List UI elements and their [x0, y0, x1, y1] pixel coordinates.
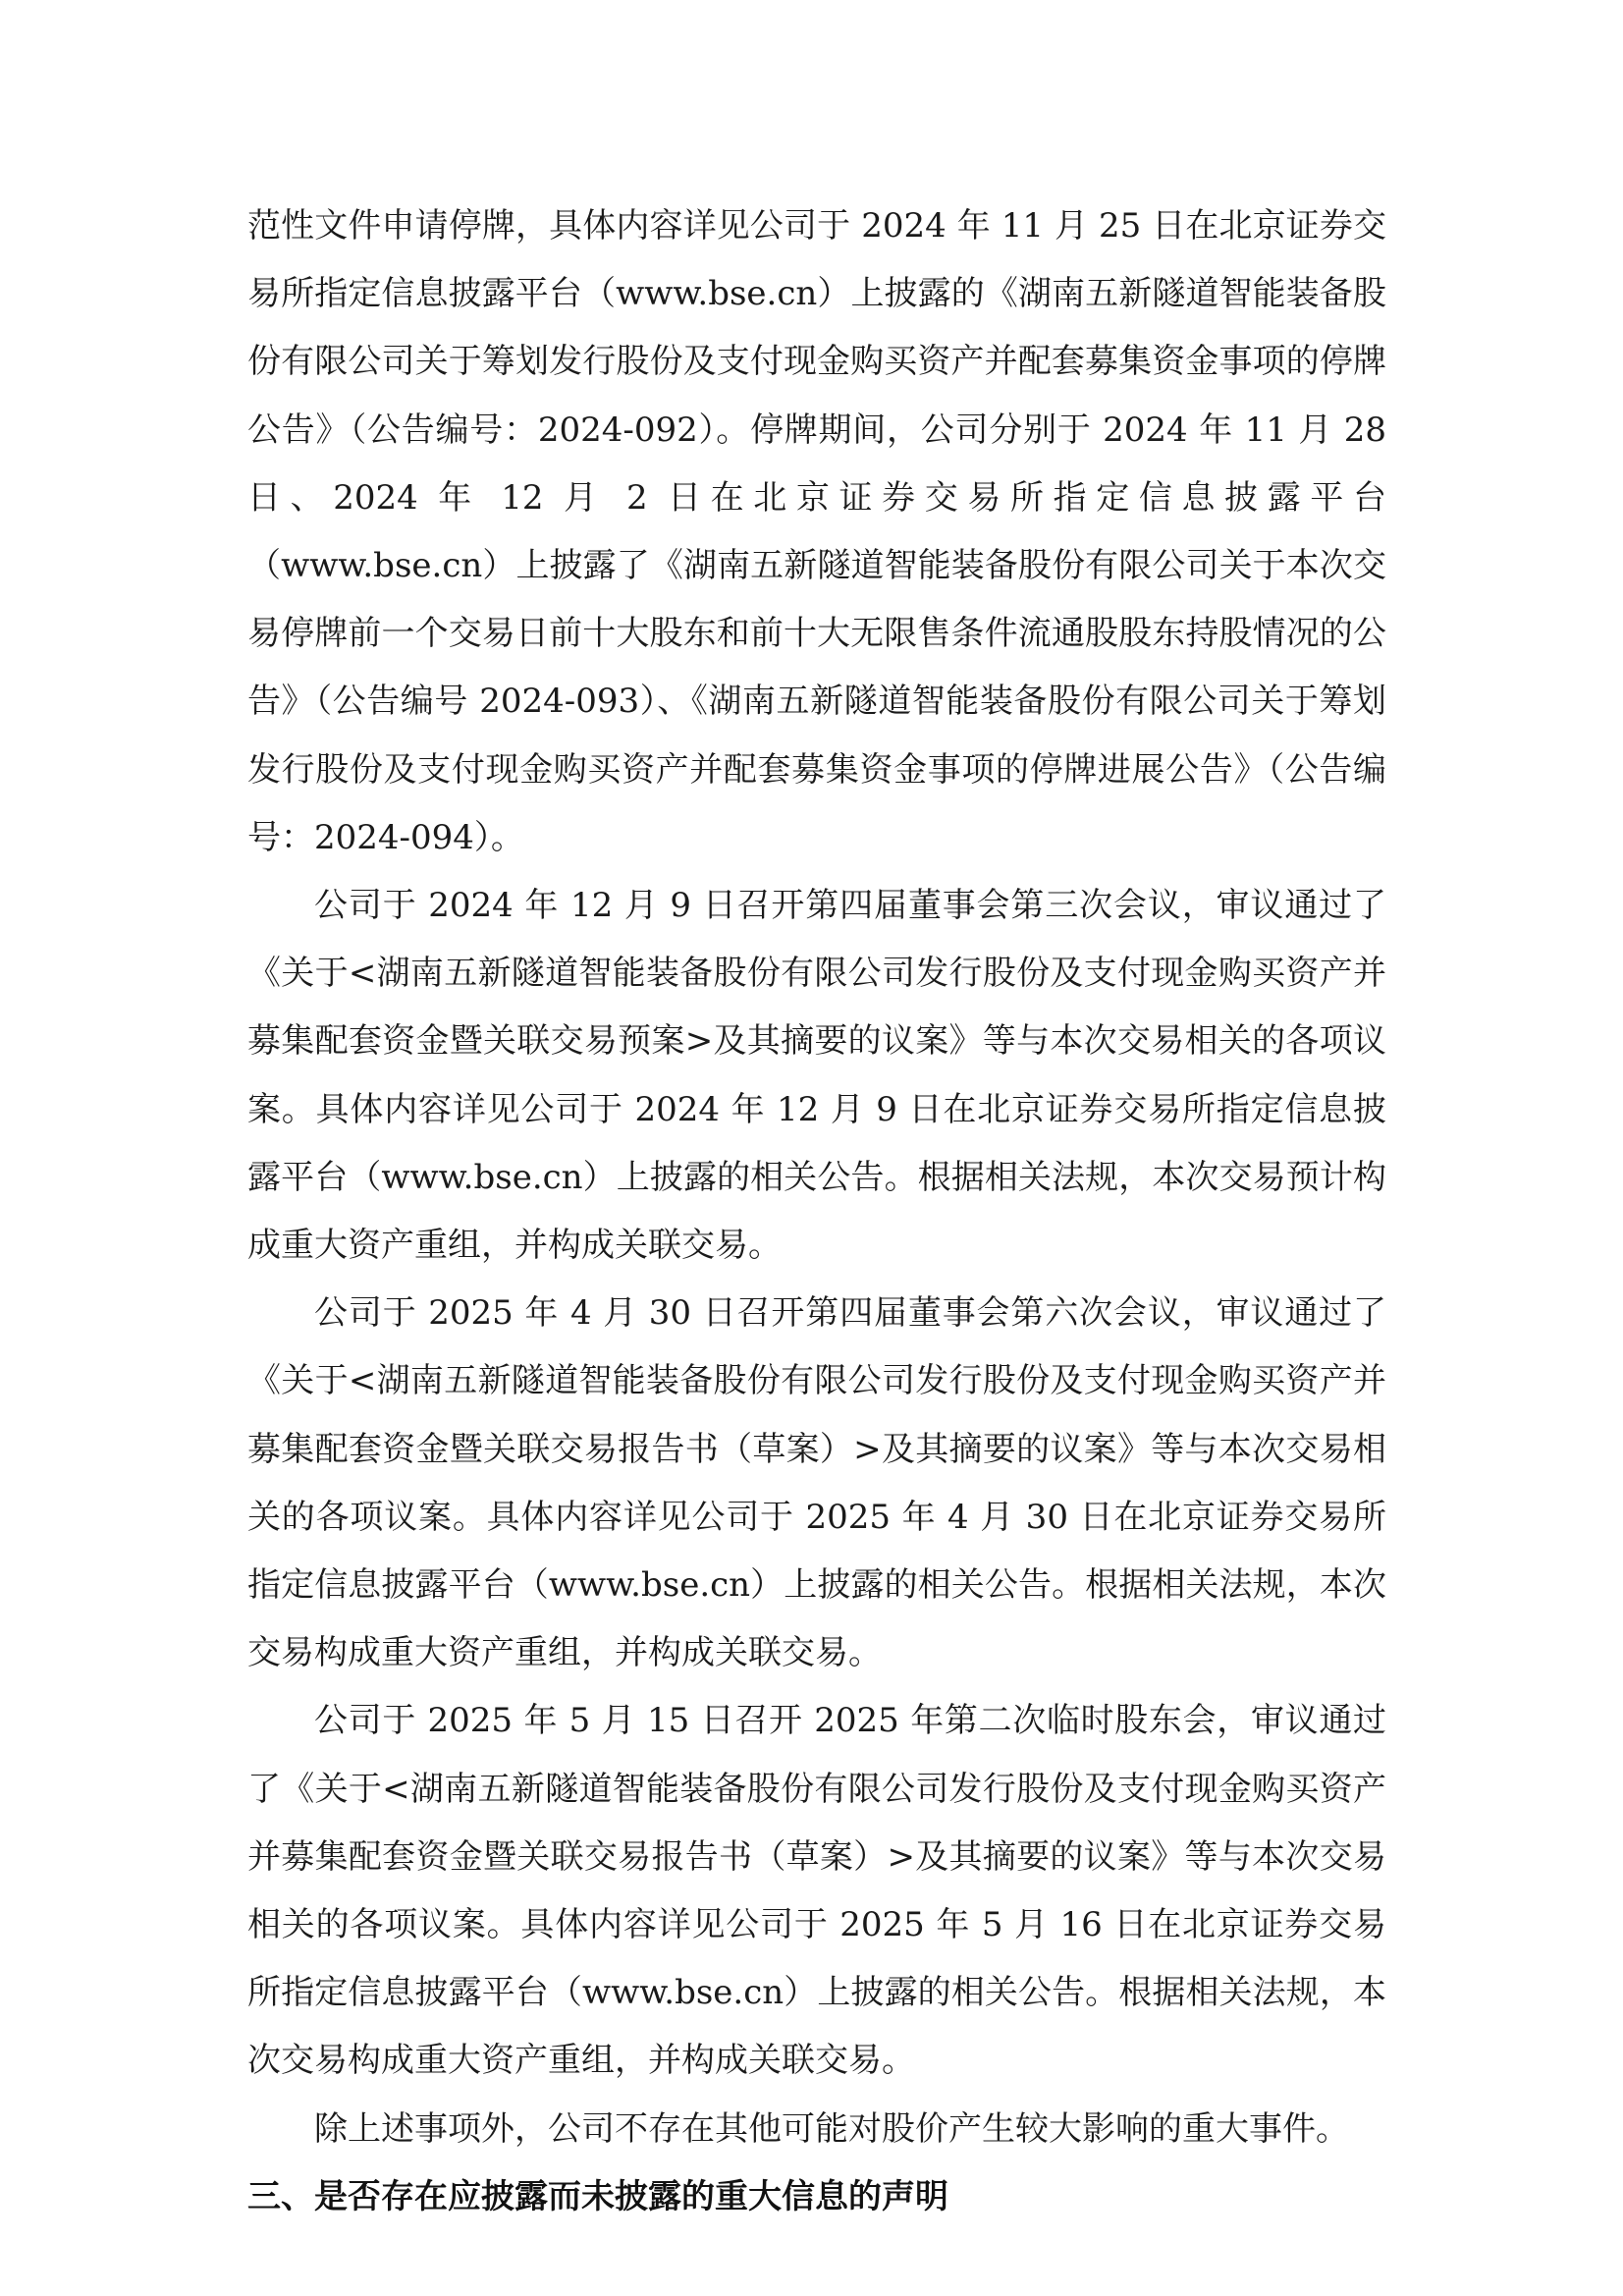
document-body — [247, 192, 1386, 2231]
paragraph-board-meeting-2025-04-30: 公司于 2025 年 4 月 30 日召开第四届董事会第六次会议，审议通过了《关于<湖南五新隧道智能装备股份有限公司发行股份及支付现金购买资产并募集配套资金暨关联交易报告书（草案）>及其摘要的议案》等与本次交易相关的各项议案。具体内容详见公司于 2025 年 4 月 30 日在北京证券交易所指定信息披露平台（www.bse.cn）上披露的相关公告。根据相关法规，本次交易构成重大资产重组，并构成关联交易。 — [247, 1293, 1386, 1673]
paragraph-shareholder-meeting-2025-05-15: 公司于 2025 年 5 月 15 日召开 2025 年第二次临时股东会，审议通过了《关于<湖南五新隧道智能装备股份有限公司发行股份及支付现金购买资产并募集配套资金暨关联交易报告书（草案）>及其摘要的议案》等与本次交易相关的各项议案。具体内容详见公司于 2025 年 5 月 16 日在北京证券交易所指定信息披露平台（www.bse.cn）上披露的相关公告。根据相关法规，本次交易构成重大资产重组，并构成关联交易。 — [247, 1701, 1386, 2081]
paragraph-suspension-continuation: 范性文件申请停牌，具体内容详见公司于 2024 年 11 月 25 日在北京证券交易所指定信息披露平台（www.bse.cn）上披露的《湖南五新隧道智能装备股份有限公司关于筹划发行股份及支付现金购买资产并配套募集资金事项的停牌公告》（公告编号：2024-092）。停牌期间，公司分别于 2024 年 11 月 28 日、2024 年 12 月 2 日在北京证券交易所指定信息披露平台（www.bse.cn）上披露了《湖南五新隧道智能装备股份有限公司关于本次交易停牌前一个交易日前十大股东和前十大无限售条件流通股股东持股情况的公告》（公告编号 2024-093）、《湖南五新隧道智能装备股份有限公司关于筹划发行股份及支付现金购买资产并配套募集资金事项的停牌进展公告》（公告编号：2024-094）。 — [247, 206, 1386, 857]
section-heading-three: 三、是否存在应披露而未披露的重大信息的声明 — [247, 2176, 948, 2216]
paragraph-no-other-events: 除上述事项外，公司不存在其他可能对股价产生较大影响的重大事件。 — [314, 2108, 1349, 2149]
paragraph-board-meeting-2024-12-09: 公司于 2024 年 12 月 9 日召开第四届董事会第三次会议，审议通过了《关于<湖南五新隧道智能装备股份有限公司发行股份及支付现金购买资产并募集配套资金暨关联交易预案>及其摘要的议案》等与本次交易相关的各项议案。具体内容详见公司于 2024 年 12 月 9 日在北京证券交易所指定信息披露平台（www.bse.cn）上披露的相关公告。根据相关法规，本次交易预计构成重大资产重组，并构成关联交易。 — [247, 886, 1386, 1266]
